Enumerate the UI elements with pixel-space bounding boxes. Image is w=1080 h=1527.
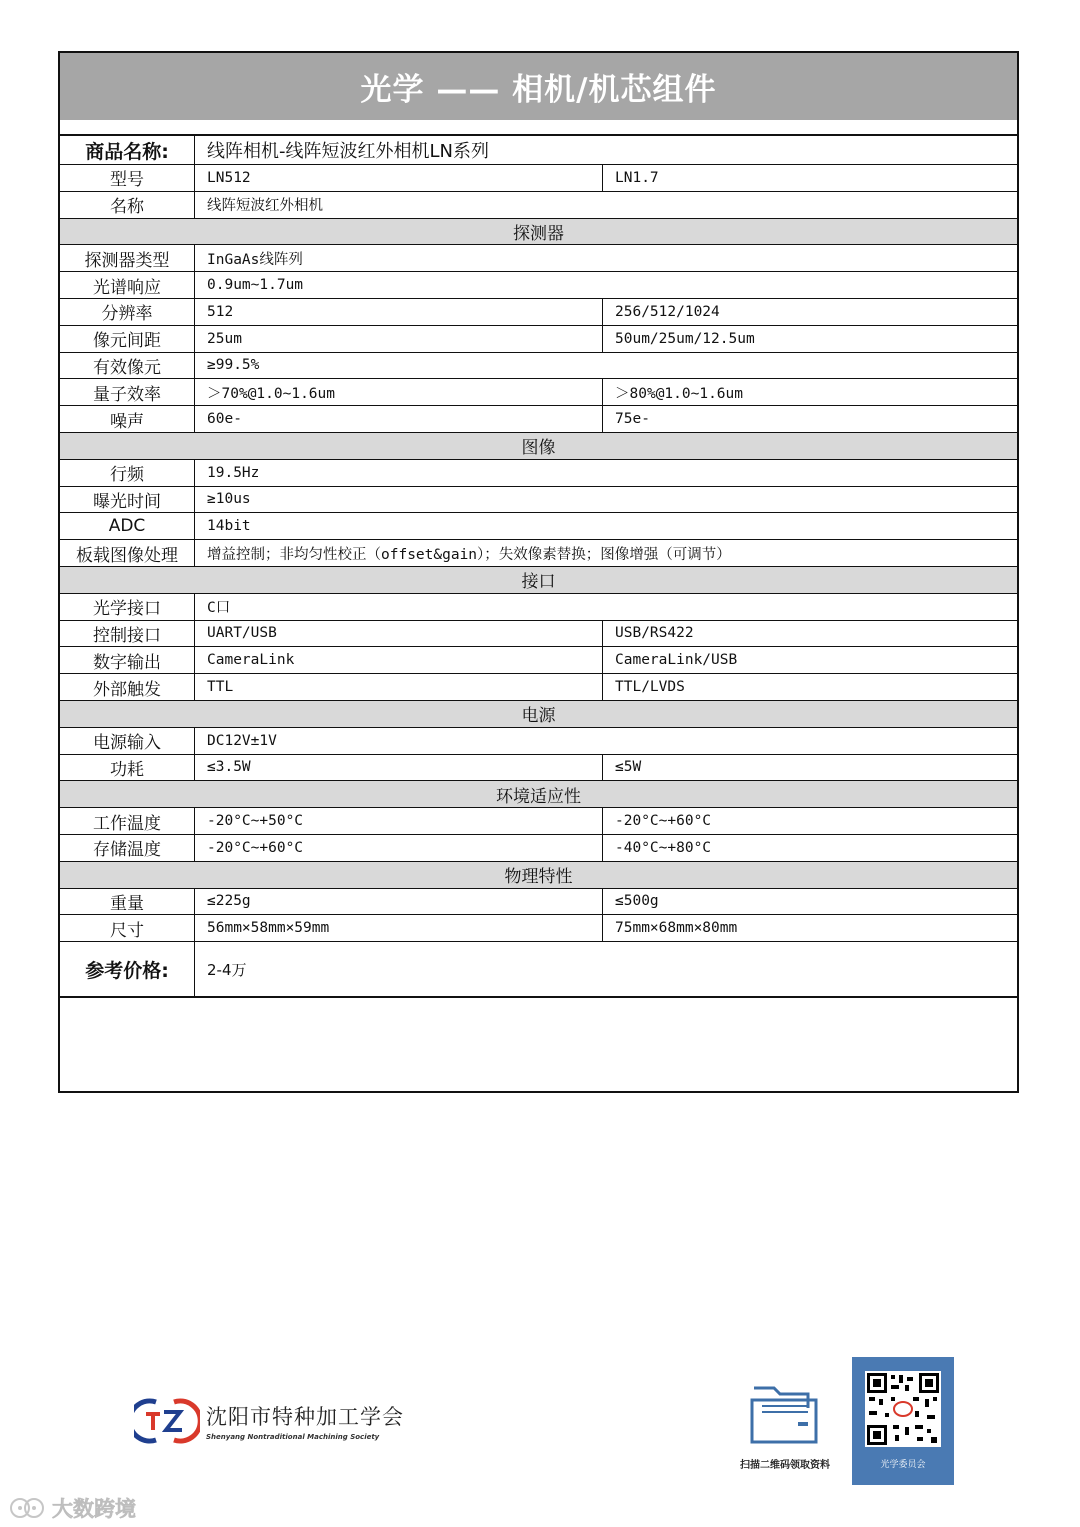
spec-label: 板载图像处理: [60, 540, 195, 566]
product-name-row: [60, 136, 1017, 165]
spec-value-ln17: 75e-: [615, 411, 650, 428]
spec-label: 探测器类型: [60, 245, 195, 271]
spec-row: [60, 808, 1017, 835]
spec-label: 像元间距: [60, 326, 195, 352]
spec-value-ln512: ＞70%@1.0~1.6um: [195, 379, 603, 405]
spec-value-ln512: ≤3.5W: [195, 755, 603, 781]
spec-value-ln512: -20°C~+50°C: [195, 808, 603, 834]
spec-value: 线阵短波红外相机: [207, 198, 323, 215]
spec-value-ln17: -20°C~+60°C: [615, 813, 712, 830]
spec-value-ln17: 256/512/1024: [615, 303, 720, 320]
spec-label: 量子效率: [60, 379, 195, 405]
spec-value-ln512: CameraLink: [195, 647, 603, 673]
spec-value-ln17: USB/RS422: [615, 625, 694, 642]
spec-sheet: [58, 51, 1019, 1093]
spec-label: 曝光时间: [60, 487, 195, 513]
spec-row: [60, 460, 1017, 487]
spec-label: 光学接口: [60, 594, 195, 620]
watermark-logo-icon: [8, 1495, 46, 1521]
spec-value-ln17: ≤5W: [615, 759, 642, 776]
spec-value: DC12V±1V: [207, 732, 277, 749]
spec-row: [60, 487, 1017, 514]
spec-label: 型号: [60, 165, 195, 191]
spec-value-ln17: 50um/25um/12.5um: [615, 330, 755, 347]
spec-label: 行频: [60, 460, 195, 486]
watermark: [8, 1493, 136, 1523]
spec-row: [60, 245, 1017, 272]
spec-value: InGaAs线阵列: [207, 251, 303, 268]
spec-row: [60, 915, 1017, 942]
spec-label: 尺寸: [60, 915, 195, 941]
product-name-value: 线阵相机-线阵短波红外相机LN系列: [207, 141, 489, 162]
banner-title: 光学 —— 相机/机芯组件: [60, 53, 1017, 120]
spec-value-ln512: 56mm×58mm×59mm: [195, 915, 603, 941]
section-header: 环境适应性: [60, 781, 1017, 808]
spec-value: 增益控制；非均匀性校正（offset&gain）；失效像素替换；图像增强（可调节）: [207, 546, 731, 563]
spec-value-ln17: LN1.7: [615, 169, 659, 186]
price-row: [60, 942, 1017, 998]
spec-value: 19.5Hz: [207, 464, 260, 481]
spec-value-ln512: 512: [195, 299, 603, 325]
watermark-text: 大数跨境: [52, 1497, 136, 1521]
spec-row: [60, 326, 1017, 353]
spec-value: C口: [207, 600, 231, 617]
spec-label: 外部触发: [60, 674, 195, 700]
spec-value: ≥10us: [207, 491, 251, 508]
org-name-cn: 沈阳市特种加工学会: [206, 1405, 404, 1429]
spec-value-ln512: ≤225g: [195, 889, 603, 915]
section-header: 探测器: [60, 219, 1017, 246]
spec-label: 噪声: [60, 406, 195, 432]
spec-label: 光谱响应: [60, 272, 195, 298]
folder-caption: 扫描二维码领取资料: [740, 1460, 830, 1471]
spec-label: 名称: [60, 192, 195, 218]
qr-code-icon[interactable]: [865, 1371, 941, 1447]
spec-label: 控制接口: [60, 621, 195, 647]
spec-row: [60, 272, 1017, 299]
society-logo-icon: [134, 1396, 200, 1446]
section-header: 物理特性: [60, 862, 1017, 889]
spec-row: [60, 755, 1017, 782]
spec-label: 重量: [60, 889, 195, 915]
org-logo: [134, 1396, 404, 1446]
spec-value-ln512: 25um: [195, 326, 603, 352]
spec-row: [60, 540, 1017, 567]
banner-spacer: [60, 120, 1017, 136]
price-label: 参考价格:: [60, 942, 195, 996]
spec-row: [60, 889, 1017, 916]
qr-caption: 光学委员会: [880, 1460, 926, 1470]
spec-table: [60, 136, 1017, 998]
spec-value-ln512: TTL: [195, 674, 603, 700]
spec-row: [60, 165, 1017, 192]
spec-row: [60, 353, 1017, 380]
spec-value-ln17: 75mm×68mm×80mm: [615, 920, 738, 937]
spec-value-ln512: UART/USB: [195, 621, 603, 647]
spec-value: 14bit: [207, 518, 251, 535]
spec-row: [60, 299, 1017, 326]
spec-value-ln17: TTL/LVDS: [615, 679, 685, 696]
spec-value: ≥99.5%: [207, 357, 260, 374]
spec-label: 数字输出: [60, 647, 195, 673]
spec-value-ln17: ≤500g: [615, 893, 659, 910]
section-header: 接口: [60, 567, 1017, 594]
spec-row: [60, 513, 1017, 540]
spec-value-ln17: ＞80%@1.0~1.6um: [615, 385, 743, 402]
section-header: 电源: [60, 701, 1017, 728]
spec-row: [60, 674, 1017, 701]
spec-label: 功耗: [60, 755, 195, 781]
spec-value-ln17: -40°C~+80°C: [615, 839, 712, 856]
spec-row: [60, 406, 1017, 433]
spec-label: 分辨率: [60, 299, 195, 325]
product-name-label: 商品名称:: [60, 136, 195, 164]
spec-label: 有效像元: [60, 353, 195, 379]
org-name-en: Shenyang Nontraditional Machining Society: [206, 1433, 380, 1441]
price-value: 2-4万: [207, 960, 247, 979]
spec-label: 存储温度: [60, 835, 195, 861]
spec-row: [60, 192, 1017, 219]
spec-row: [60, 835, 1017, 862]
spec-row: [60, 728, 1017, 755]
folder-icon: [748, 1378, 822, 1446]
spec-row: [60, 647, 1017, 674]
spec-label: 电源输入: [60, 728, 195, 754]
spec-value-ln17: CameraLink/USB: [615, 652, 738, 669]
section-header: 图像: [60, 433, 1017, 460]
spec-value: 0.9um~1.7um: [207, 277, 304, 294]
spec-row: [60, 594, 1017, 621]
spec-row: [60, 379, 1017, 406]
spec-label: ADC: [60, 513, 195, 539]
spec-value-ln512: LN512: [195, 165, 603, 191]
spec-value-ln512: -20°C~+60°C: [195, 835, 603, 861]
spec-row: [60, 621, 1017, 648]
qr-panel: [852, 1357, 954, 1485]
spec-label: 工作温度: [60, 808, 195, 834]
spec-value-ln512: 60e-: [195, 406, 603, 432]
